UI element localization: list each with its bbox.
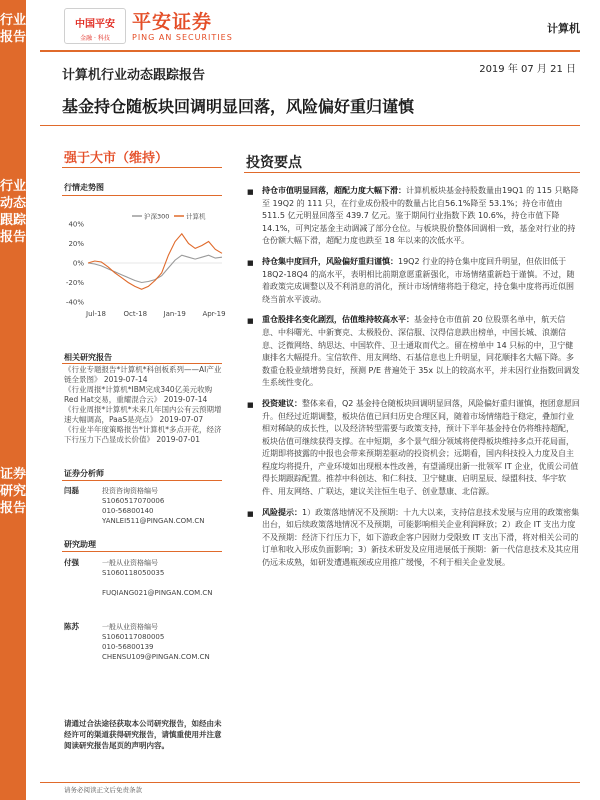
- report-type: 计算机行业动态跟踪报告: [62, 68, 206, 83]
- key-point: [246, 314, 581, 390]
- bullet-icon: ■: [247, 188, 254, 196]
- key-points-list: [246, 185, 581, 578]
- y-tick-label: -40%: [65, 298, 84, 307]
- assistant-qualification: 一般从业资格编号: [102, 559, 158, 567]
- key-point-text: 整体来看，Q2 基金持仓随板块回调明显回落，风险偏好重归谨慎，抱团意愿回升。但经过近期调整，板块估值已回归历史合理区间，随着市场情绪趋于稳定，叠加行业相对稀缺的成长性，以及经济转型需要与政策支持，预计下半年基金持仓仍将维持超配，板块估值可继续获得支撑。在中短期，多个景气细分领域将使得板块维持多点开花局面，近期即将披露的中报也会带来预期差驱动的投资机会；远期看，国内科技投入力度及自主程度均将提升，产业环境如出现根本性改善，有望涌现出新一批领军 IT 企业，优质公司值得长期跟踪配置。推荐中科创达、和仁科技、卫宁健康、启明星辰、绿盟科技、华宇软件、用友网络、广联达，建议关注恒生电子、创业慧康、北信源。: [262, 398, 580, 497]
- footer-divider: [40, 782, 580, 783]
- key-point-text: 基金持仓市值前 20 位股票名单中，航天信息、中科曙光、中新赛克、太极股份、深信服、汉得信息跌出榜单，中国长城、浪潮信息、泛微网络、纳思达、中国软件、卫士通取而代之。留在榜单中 14 只标的中，卫宁健康排名大幅提升。宝信软件、用友网络、石基信息也上升明显，同花顺排名大幅下降。多数重仓股业绩增势良好，预测 P/E 普遍处于 35x 以上的较高水平，并未因行业指数回调发生系统性变化。: [262, 315, 580, 388]
- y-tick-label: 0%: [72, 259, 84, 268]
- bullet-icon: ■: [247, 317, 254, 326]
- industry-label: 计算机: [547, 22, 580, 35]
- key-point-lead: 持仓市值明显回落，超配力度大幅下滑：: [262, 186, 406, 195]
- analyst-email[interactable]: YANLEI511@PINGAN.COM.CN: [102, 517, 205, 525]
- series-line-computer: [88, 234, 222, 289]
- key-point-text: 1）政策落地情况不及预期：十九大以来，支持信息技术发展与应用的政策密集出台，如后续政策落地情况不及预期，可能影响相关企业利润释放；2）政企 IT 支出力度不及预期：经济下行压力下，如下游政企客户因财力受限致 IT 支出下滑，将对相关公司的订单和收入形成负面影响；3）新技术研发及应用进展低于预期：新一代信息技术及其应用仍远未成熟，如研发遭遇瓶颈或应用推广缓慢，不利于相关企业发展。: [262, 507, 580, 568]
- chart-legend: [132, 212, 206, 221]
- assistant-email[interactable]: CHENSU109@PINGAN.COM.CN: [102, 653, 210, 661]
- market-trend-chart: [62, 210, 226, 322]
- legend-label-hs300: 沪深300: [144, 212, 170, 221]
- assistant-cert-no: S1060117080005: [102, 633, 165, 641]
- x-tick-label: Jul-18: [86, 310, 106, 318]
- key-point: [246, 507, 581, 570]
- page-title: 基金持仓随板块回调明显回落，风险偏好重归谨慎: [62, 97, 415, 116]
- rating-divider: [62, 167, 222, 168]
- chart-section-divider: [62, 195, 222, 196]
- report-date: 2019 年 07 月 21 日: [479, 64, 576, 75]
- logo-sub: 金融 · 科技: [80, 35, 110, 42]
- key-point-text: 计算机板块基金持股数量由19Q1 的 115 只略降至 19Q2 的 111 只，在行业成份股中的数量占比自56.1%降至 53.1%；持仓市值由 511.5 亿元明显回落至 439.7 亿元。鉴于期间行业指数下跌 10.6%，持仓市值下降 14.1%，可判定基金主动调减了部分仓位。与板块股价整体回调相一致，基金对行业的持仓份额大幅下滑，超配力度也跌至 18 年以来的次低水平。: [262, 186, 579, 246]
- related-report[interactable]: 《行业周报*计算机*IBM完成340亿美元收购Red Hat交易，重耀混合云》 2019-07-14: [64, 385, 213, 404]
- assistant-cert-no: S1060118050035: [102, 569, 165, 577]
- related-reports-list: [64, 365, 224, 445]
- company-logo: [64, 8, 126, 44]
- reading-notice: 请通过合法途径获取本公司研究报告，如经由未经许可的渠道获得研究报告，请慎重使用并注意阅读研究报告尾页的声明内容。: [64, 719, 222, 750]
- analyst-qualification: 投资咨询资格编号: [102, 487, 158, 495]
- key-point-lead: 风险提示：: [262, 507, 302, 517]
- related-report[interactable]: 《行业专题报告*计算机*科创板系列——AI产业链全景图》 2019-07-14: [64, 365, 222, 384]
- key-points-divider: [244, 172, 580, 173]
- chart-section-title: 行情走势图: [64, 183, 104, 192]
- analyst-name: 闫磊: [64, 486, 79, 495]
- assistant-phone: [102, 578, 227, 588]
- key-point-text: 19Q2 行业的持仓集中度回升明显，但依旧低于 18Q2-18Q4 的高水平，表明相比前期意愿重新强化，市场情绪重新趋于谨慎。不过，随着政策完成调整以及不利消息的消化，预计市场情绪将趋于稳定，持仓集中度将再近似围绕当前水平波动。: [262, 256, 575, 304]
- y-tick-label: 20%: [68, 240, 84, 248]
- key-points-title: 投资要点: [246, 155, 302, 171]
- assistant-section-divider: [62, 551, 222, 552]
- assistant-name: 付强: [64, 558, 79, 567]
- x-tick-label: Apr-19: [202, 310, 226, 318]
- header-divider: [40, 50, 580, 52]
- disclaimer-footer: 请务必阅读正文后免责条款: [64, 786, 142, 794]
- rating: 强于大市（维持）: [64, 151, 169, 166]
- brand-name-cn: 平安证券: [132, 11, 213, 33]
- bullet-icon: ■: [247, 509, 254, 518]
- assistant-qualification: 一般从业资格编号: [102, 623, 158, 631]
- key-point-lead: 重仓股排名变化剧烈，估值维持较高水平：: [262, 315, 414, 325]
- brand-name-en: PING AN SECURITIES: [132, 33, 233, 42]
- related-report[interactable]: 《行业半年度策略报告*计算机*多点开花，经济下行压力下凸显成长价值》 2019-07-01: [64, 425, 222, 444]
- analyst-section-divider: [62, 480, 222, 481]
- title-divider: [40, 125, 580, 126]
- side-label-report: 行业报告: [0, 13, 27, 45]
- assistant-phone: 010-56800139: [102, 643, 154, 651]
- logo-text: 中国平安: [75, 19, 115, 30]
- analyst-phone: 010-56800140: [102, 507, 154, 515]
- side-band: [0, 0, 26, 800]
- x-tick-label: Jan-19: [163, 310, 186, 318]
- assistant-email[interactable]: FUQIANG021@PINGAN.COM.CN: [102, 589, 213, 597]
- analyst-section-title: 证券分析师: [64, 469, 104, 478]
- key-point: [246, 256, 581, 306]
- series-line-hs300: [88, 255, 222, 282]
- related-section-divider: [62, 363, 222, 364]
- legend-label-computer: 计算机: [186, 212, 206, 221]
- related-section-title: 相关研究报告: [64, 353, 112, 362]
- analyst-cert-no: S1060517070006: [102, 497, 165, 505]
- y-tick-label: -20%: [65, 279, 84, 287]
- assistant-section-title: 研究助理: [64, 540, 96, 549]
- side-label-type: 行业动态跟踪报告: [0, 179, 27, 245]
- assistant-name: 陈苏: [64, 622, 79, 631]
- side-label-research: 证券研究报告: [0, 467, 27, 516]
- related-report[interactable]: 《行业周报*计算机*未来几年国内公有云预期增速大幅调高，PaaS是亮点》 2019-07-07: [64, 405, 222, 424]
- key-point: [246, 398, 581, 499]
- y-tick-label: 40%: [68, 220, 84, 229]
- key-point-lead: 持仓集中度回升，风险偏好重归谨慎：: [262, 256, 398, 266]
- key-point: [246, 185, 581, 248]
- x-tick-label: Oct-18: [123, 310, 148, 318]
- bullet-icon: ■: [247, 400, 254, 409]
- key-point-lead: 投资建议：: [262, 398, 302, 408]
- bullet-icon: ■: [247, 258, 254, 267]
